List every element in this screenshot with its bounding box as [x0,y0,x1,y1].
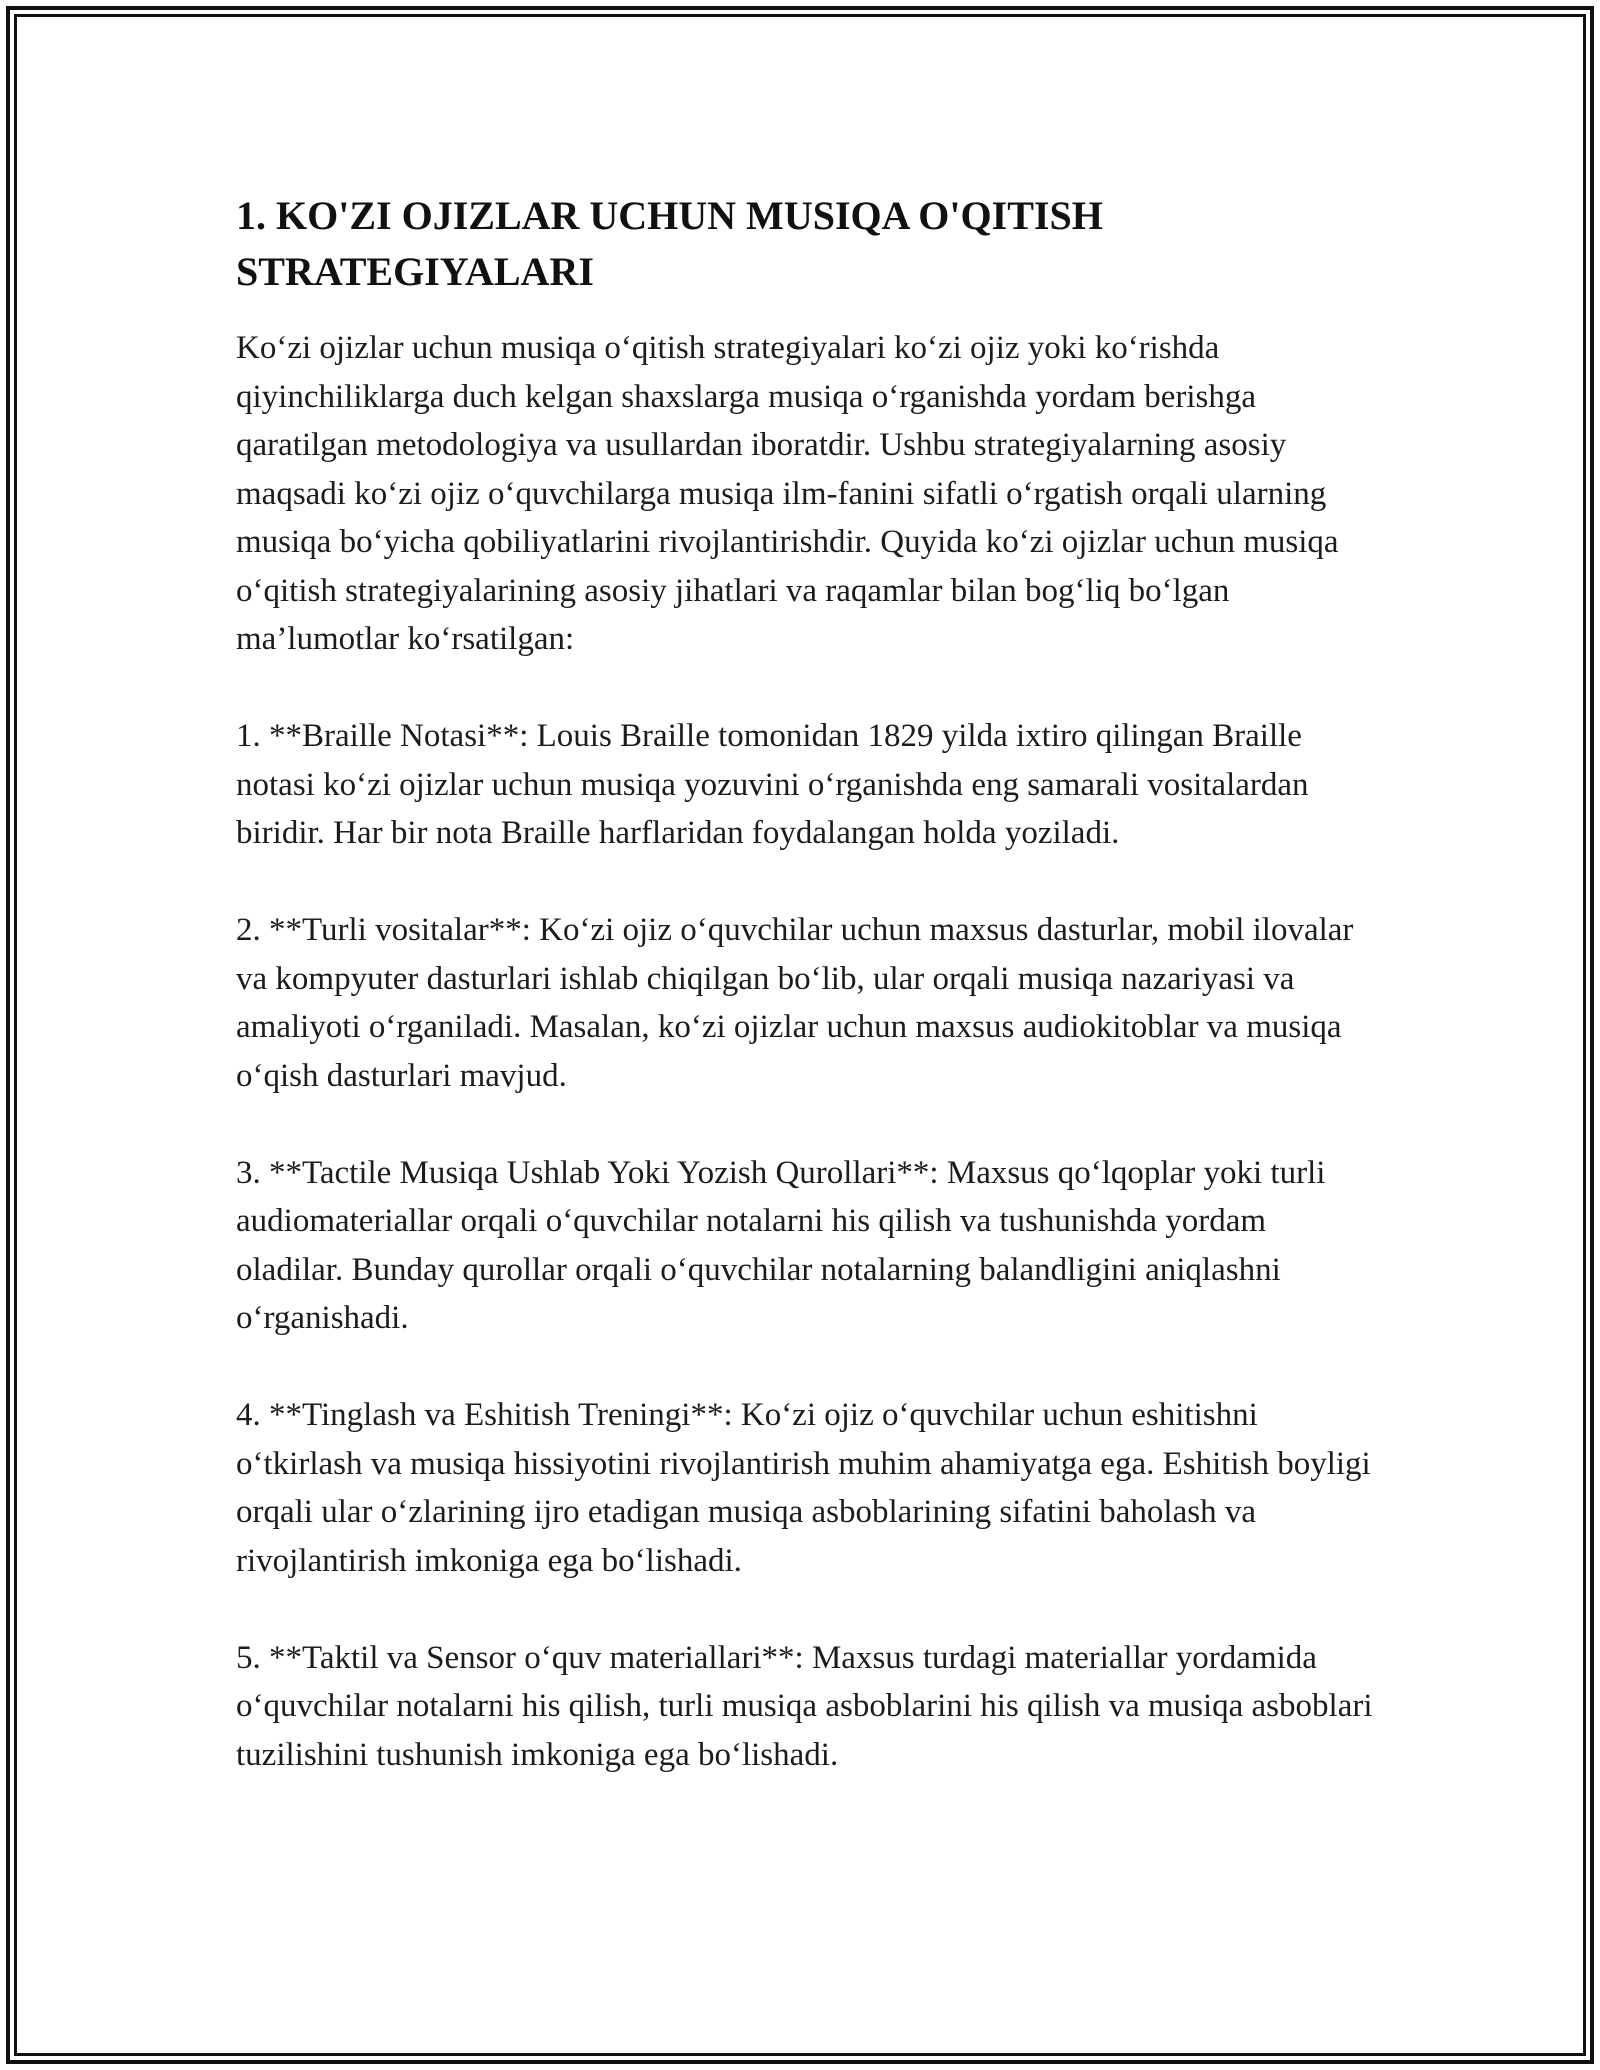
list-item-tactile-qurollar: 3. **Tactile Musiqa Ushlab Yoki Yozish Qurollari**: Maxsus qo‘lqoplar yoki turli audiomateriallar orqali o‘quvchilar notalarni his qilish va tushunishda yordam oladilar. Bunday qurollar orqali o‘quvchilar notalarning balandligini aniqlashni o‘rganishadi. [236,1154,1326,1336]
list-item-taktil-sensor: 5. **Taktil va Sensor o‘quv materiallari**: Maxsus turdagi materiallar yordamida o‘quvchilar notalarni his qilish, turli musiqa asboblarini his qilish va musiqa asboblari tuzilishini tushunish imkoniga ega bo‘lishadi. [236,1639,1373,1773]
list-item-tinglash-treningi: 4. **Tinglash va Eshitish Treningi**: Ko‘zi ojiz o‘quvchilar uchun eshitishni o‘tkirlash va musiqa hissiyotini rivojlantirish muhim ahamiyatga ega. Eshitish boyligi orqali ular o‘zlarining ijro etadigan musiqa asboblarining sifatini baholash va rivojlantirish imkoniga ega bo‘lishadi. [236,1397,1371,1579]
document-body [236,188,1376,1779]
list-item-braille-notasi: 1. **Braille Notasi**: Louis Braille tomonidan 1829 yilda ixtiro qilingan Braille notasi ko‘zi ojizlar uchun musiqa yozuvini o‘rganishda eng samarali vositalardan biridir. Har bir nota Braille harflaridan foydalangan holda yoziladi. [236,718,1309,851]
document-title: 1. KO'ZI OJIZLAR UCHUN MUSIQA O'QITISH STRATEGIYALARI [236,193,1103,294]
intro-paragraph: Ko‘zi ojizlar uchun musiqa o‘qitish strategiyalari ko‘zi ojiz yoki ko‘rishda qiyinchiliklarga duch kelgan shaxslarga musiqa o‘rganishda yordam berishga qaratilgan metodologiya va usullardan iboratdir. Ushbu strategiyalarning asosiy maqsadi ko‘zi ojiz o‘quvchilarga musiqa ilm-fanini sifatli o‘rgatish orqali ularning musiqa bo‘yicha qobiliyatlarini rivojlantirishdir. Quyida ko‘zi ojizlar uchun musiqa o‘qitish strategiyalarining asosiy jihatlari va raqamlar bilan bog‘liq bo‘lgan ma’lumotlar ko‘rsatilgan: [236,330,1339,657]
list-item-turli-vositalar: 2. **Turli vositalar**: Ko‘zi ojiz o‘quvchilar uchun maxsus dasturlar, mobil ilovalar va kompyuter dasturlari ishlab chiqilgan bo‘lib, ular orqali musiqa nazariyasi va amaliyoti o‘rganiladi. Masalan, ko‘zi ojizlar uchun maxsus audiokitoblar va musiqa o‘qish dasturlari mavjud. [236,912,1354,1094]
